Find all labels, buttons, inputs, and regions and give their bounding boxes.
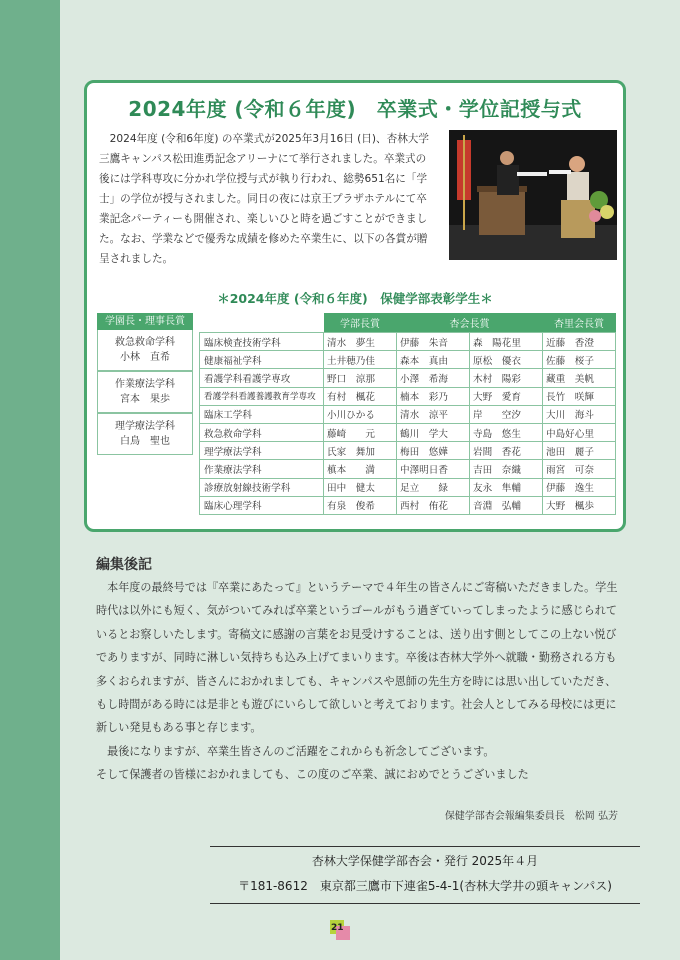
dean-award-cell: 槙本 満	[324, 460, 397, 478]
awards-table-header-row	[200, 313, 616, 333]
kyo-award-cell: 大野 愛育	[470, 387, 543, 405]
article-title: 2024年度 (令和６年度) 卒業式・学位記授与式	[128, 97, 582, 121]
kyo-award-cell: 伊藤 朱音	[397, 333, 470, 351]
table-row	[200, 478, 616, 496]
table-row	[200, 405, 616, 423]
kyo-award-cell: 梅田 悠嬅	[397, 442, 470, 460]
chairman-award-panel	[97, 313, 193, 455]
dean-award-cell: 小川ひかる	[324, 405, 397, 423]
dean-award-cell: 野口 涼那	[324, 369, 397, 387]
kyo-president-award-header: 杏会長賞	[397, 313, 543, 333]
chairman-award-entry	[97, 371, 193, 413]
kyo-award-cell: 岩間 香花	[470, 442, 543, 460]
table-row	[200, 442, 616, 460]
kyo-award-cell: 友永 隼輔	[470, 478, 543, 496]
editor-paragraph: そして保護者の皆様におかれましても、この度のご卒業、誠におめでとうございました	[96, 768, 529, 782]
award-student: 宮本 果歩	[120, 394, 170, 405]
dept-cell: 看護学科看護養護教育学専攻	[200, 387, 324, 405]
page-number-badge	[330, 920, 348, 940]
editor-signature: 保健学部杏会報編集委員長 松岡 弘芳	[444, 811, 618, 822]
kyori-award-cell: 雨宮 可奈	[543, 460, 616, 478]
kyo-award-cell: 森 陽花里	[470, 333, 543, 351]
dept-cell: 健康福祉学科	[200, 351, 324, 369]
kyo-award-cell: 森本 真由	[397, 351, 470, 369]
dept-cell: 救急救命学科	[200, 423, 324, 441]
graduation-article-box	[84, 80, 626, 532]
dept-cell: 臨床検査技術学科	[200, 333, 324, 351]
dean-award-cell: 有村 楓花	[324, 387, 397, 405]
kyo-award-cell: 足立 緑	[397, 478, 470, 496]
kyo-award-cell: 清水 涼平	[397, 405, 470, 423]
dept-cell: 診療放射線技術学科	[200, 478, 324, 496]
kyo-award-cell: 鶴川 学大	[397, 423, 470, 441]
editor-paragraph: 最後になりますが、卒業生皆さんのご活躍をこれからも祈念してございます。	[107, 744, 495, 758]
dean-award-cell: 氏家 舞加	[324, 442, 397, 460]
editor-paragraph: 本年度の最終号では『卒業にあたって』というテーマで４年生の皆さんにご寄稿いただきました。学生時代は以外にも短く、気がついてみれば卒業というゴールがもう過ぎていってしまったように感じられているとお察しいたします。寄稿文に感謝の言葉をお見受けすることは、送り出す側としてこの上ない悦びでありますが、同時に淋しい気持ちも込み上げてまいります。卒後は杏林大学外へ就職・勤務される方も多くおられますが、皆さんにおかれましても、キャンパスや恩師の先生方を時には思い出していただき、もし時間がある時には是非とも遊びにいらして欲しいと考えております。社会人としてみる母校には更に新しい発見もある事と存じます。	[96, 581, 618, 735]
dept-cell: 理学療法学科	[200, 442, 324, 460]
awards-title: ＊2024年度 (令和６年度) 保健学部表彰学生＊	[217, 291, 493, 306]
kyori-award-cell: 大野 楓歩	[543, 496, 616, 514]
kyo-award-cell: 中澤明日香	[397, 460, 470, 478]
table-row	[200, 423, 616, 441]
dean-award-cell: 藤崎 元	[324, 423, 397, 441]
kyori-award-cell: 大川 海斗	[543, 405, 616, 423]
table-row	[200, 333, 616, 351]
kyo-award-cell: 原松 優衣	[470, 351, 543, 369]
page-number: 21	[331, 923, 344, 933]
table-row	[200, 369, 616, 387]
kyo-award-cell: 小澤 希海	[397, 369, 470, 387]
footer-divider-bottom	[210, 903, 640, 904]
table-row	[200, 496, 616, 514]
dean-award-header: 学部長賞	[324, 313, 397, 333]
table-row	[200, 351, 616, 369]
table-row	[200, 460, 616, 478]
kyori-award-cell: 佐藤 桜子	[543, 351, 616, 369]
article-intro: 2024年度 (令和6年度) の卒業式が2025年3月16日 (日)、杏林大学三鷹キャンパス松田進勇記念アリーナにて挙行されました。卒業式の後には学科専攻に分かれ学位授与式が執り行われ、総勢651名に「学士」の学位が授与されました。同日の夜には京王プラザホテルにて卒業記念パーティーも開催され、楽しいひと時を過ごすことができました。なお、学業などで優秀な成績を修めた卒業生に、以下の各賞が贈呈されました。	[99, 133, 429, 265]
dean-award-cell: 清水 夢生	[324, 333, 397, 351]
chairman-award-header: 学園長・理事長賞	[97, 313, 193, 330]
dean-award-cell: 有泉 俊希	[324, 496, 397, 514]
kyori-president-award-header: 杏里会長賞	[543, 313, 616, 333]
editor-note-body	[96, 576, 620, 787]
award-student: 小林 直希	[120, 352, 170, 363]
award-student: 白鳥 聖也	[120, 436, 170, 447]
chairman-award-entry	[97, 330, 193, 371]
award-dept: 作業療法学科	[115, 379, 175, 390]
dept-cell: 看護学科看護学専攻	[200, 369, 324, 387]
kyo-award-cell: 岸 空汐	[470, 405, 543, 423]
kyori-award-cell: 藏重 美帆	[543, 369, 616, 387]
dean-award-cell: 田中 健太	[324, 478, 397, 496]
awards-table	[199, 313, 616, 515]
kyo-award-cell: 吉田 奈織	[470, 460, 543, 478]
footer-divider-top	[210, 846, 640, 847]
editor-note-heading: 編集後記	[96, 557, 152, 573]
kyo-award-cell: 音淵 弘輔	[470, 496, 543, 514]
kyori-award-cell: 中島好心里	[543, 423, 616, 441]
kyori-award-cell: 池田 麗子	[543, 442, 616, 460]
kyo-award-cell: 寺島 悠生	[470, 423, 543, 441]
ceremony-illustration	[449, 130, 617, 260]
dept-cell: 作業療法学科	[200, 460, 324, 478]
dept-cell: 臨床工学科	[200, 405, 324, 423]
address-line: 〒181-8612 東京都三鷹市下連雀5-4-1(杏林大学井の頭キャンパス)	[238, 879, 612, 893]
side-color-strip	[0, 0, 60, 960]
award-dept: 救急救命学科	[115, 337, 175, 348]
dept-cell: 臨床心理学科	[200, 496, 324, 514]
kyori-award-cell: 伊藤 逸生	[543, 478, 616, 496]
dean-award-cell: 土井穂乃佳	[324, 351, 397, 369]
kyori-award-cell: 長竹 咲輝	[543, 387, 616, 405]
table-row	[200, 387, 616, 405]
chairman-award-entry	[97, 413, 193, 455]
award-dept: 理学療法学科	[115, 421, 175, 432]
publisher-line: 杏林大学保健学部杏会・発行 2025年４月	[311, 854, 539, 868]
kyo-award-cell: 木村 陽彩	[470, 369, 543, 387]
blank-header-cell	[200, 313, 324, 333]
kyori-award-cell: 近藤 香澄	[543, 333, 616, 351]
kyo-award-cell: 楠本 彩乃	[397, 387, 470, 405]
ceremony-photo	[449, 130, 617, 260]
kyo-award-cell: 西村 侑花	[397, 496, 470, 514]
